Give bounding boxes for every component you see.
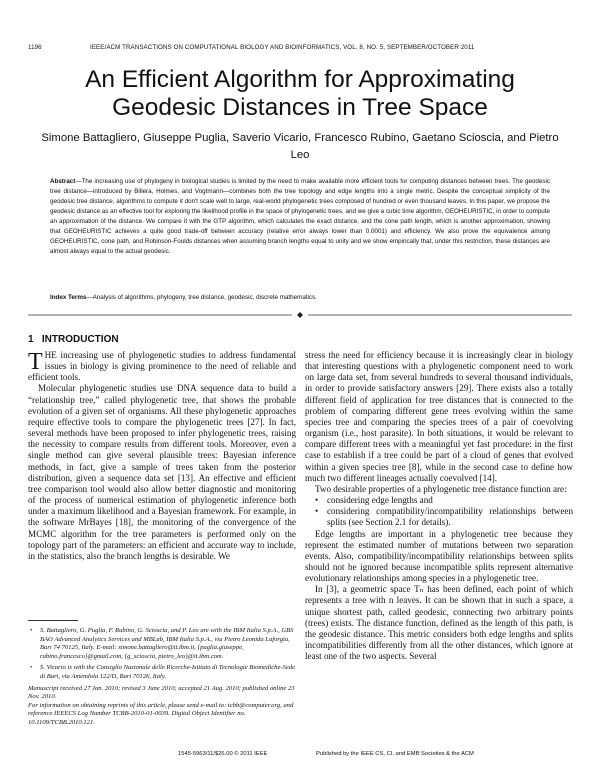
journal-header: IEEE/ACM TRANSACTIONS ON COMPUTATIONAL BIOLOGY AND BIOINFORMATICS, VOL. 8, NO. 5, SEPTEMBER/OCTOBER 2011 [90,44,475,51]
list-item: • considering compatibility/incompatibility relationships between splits (see Section 2.1 for details). [305,506,573,528]
manuscript-dates: Manuscript received 27 Jan. 2010; revised 3 June 2010; accepted 21 Aug. 2010; published online 23 Nov. 2010. [28,684,295,701]
drop-cap: T [28,349,43,375]
section-divider [28,312,572,318]
footnote-divider [28,620,78,621]
property-list [305,495,573,528]
index-terms-label: Index Terms [50,294,87,301]
section-title: INTRODUCTION [41,334,119,345]
footnotes [28,627,296,728]
section-heading [28,334,119,345]
right-paragraph-1: stress the need for efficiency because it is increasingly clear in biology that interesting questions with a phylogenetic component need to work on large data set, from several hundreds to several thousand individuals, in order to provide satisfactory answers [29]. There exists also a totally different field of application for tree distances that is connected to the problem of comparing different gene trees evolving within the same species tree and comparing the species trees of a pair of coevolving organism (i.e., host parasite). In both situations, it would be relevant to compare different trees with a meaningful yet fast procedure: in the first case to establish if a tree could be part of a cloud of genes that evolved within a given species tree [8], while in the second case to define how much two different lineages actually coevolved [14]. [305,350,573,483]
intro-paragraph-1-text: HE increasing use of phylogenetic studies to address fundamental issues in biology is giving prominence to the need of reliable and efficient tools. [28,350,296,383]
list-item: • considering edge lengths and [305,495,573,506]
page-number: 1196 [28,44,42,51]
index-terms-text: —Analysis of algorithms, phylogeny, tree distance, geodesic, discrete mathematics. [86,294,317,301]
index-terms [50,293,550,302]
issn-copyright: 1545-5963/11/$26.00 © 2011 IEEE [178,751,268,757]
abstract-text: —The increasing use of phylogeny in biological studies is limited by the need to make available more efficient tools for computing distances between trees. The geodesic tree distance—introduced by Billera, Holmes, and Vogtmann—combines both the tree topology and edge lengths into a single metric. Despite the conceptual simplicity of the geodesic tree distance, algorithms to compute it don't scale well to large, real-world phylogenetic trees composed of hundred or even thousand leaves. In this paper, we propose the geodesic distance as an effective tool for exploring the likelihood profile in the space of phylogenetic trees, and we give a cubic time algorithm, GEOHEURISTIC, in order to compute an approximation of the distance. We compare it with the GTP algorithm, which calculates the exact distance, and the cone path length, which is another approximation, showing that GEOHEURISTIC achieves a quite good trade-off between accuracy (relative error always lower than 0.0001) and efficiency. We also prove the equivalence among GEOHEURISTIC, cone path, and Robinson-Foulds distances when assuming branch lengths equal to unity and we show empirically that, under this restriction, these distances are almost always equal to the actual geodesic. [50,178,550,255]
intro-paragraph-1 [28,350,296,383]
section-number: 1 [28,334,34,345]
right-column [305,350,573,662]
author-list: Simone Battagliero, Giuseppe Puglia, Saverio Vicario, Francesco Rubino, Gaetano Sciosciа, and Pietro Leo [41,132,559,161]
abstract-label: Abstract [50,178,76,185]
right-paragraph-3: Edge lengths are important in a phylogenetic tree because they represent the estimated number of mutations between two separation events. Also, compatibility/incompatibility relationships between splits should not be ignored because incompatible splits represent alternative evolutionary relationships among species in a phylogenetic tree. [305,528,573,584]
publisher-line: Published by the IEEE CS, CI, and EMB Societies & the ACM [316,751,474,757]
reprint-info: For information on obtaining reprints of this article, please send e-mail to: tcbb@computer.org, and reference IEEECS Log Number TCBB-2010-01-0039. Digital Object Identifier no. 10.1109/TCBB.2010.121. [28,701,294,726]
footnote-affiliation: • S. Battagliero, G. Puglia, F. Rubino, G. Sciosciа, and P. Leo are with the IBM Italia S.p.A., GBS BAO Advanced Analytics Services and MBLab, IBM Italia S.p.A., via Pietro Leonida Laforgia, Bari 74 70125, Italy. E-mail: simone.battagliero@it.ibm.it, {puglia.giuseppe, rubino.francesco}@gmail.com, {g_sciosciа, pietro_leo}@it.ibm.com. [28,627,296,661]
abstract [50,177,550,257]
paper-title: An Efficient Algorithm for Approximating Geodesic Distances in Tree Space [85,66,515,121]
intro-paragraph-2: Molecular phylogenetic studies use DNA sequence data to build a “relationship tree,” called phylogenetic tree, that shows the probable evolution of a given set of organisms. All these phylogenetic approaches require effective tools to compare the phylogenetic trees [27]. In fact, several methods have been proposed to infer phylogenetic trees, raising the necessity to compare results from different tools. Moreover, even a single method can give several plausible trees: Bayesian inference methods, in fact, give a sample of trees taken from the posterior distribution, given a sequence data set [13]. An effective and efficient tree comparison tool would also allow better diagnostic and monitoring of the process of numerical estimation of phylogenetic inference both under a maximum likelihood and a Bayesian framework. For example, in the software MrBayes [18], the monitoring of the convergence of the MCMC algorithm for the tree parameters is performed only on the topology part of the parameters: an efficient and accurate way to include, in the statistics, also the branch lengths is desirable. We [28,383,296,561]
right-paragraph-2: Two desirable properties of a phylogenetic tree distance function are: [315,483,567,494]
left-column [28,350,296,562]
footnote-affiliation: • S. Vicario is with the Consiglio Nazionale delle Ricerche-Istituto di Tecnologie Biomediche-Sede di Bari, via Amendola 122/D, Bari 70126, Italy. [28,664,296,681]
right-paragraph-4: In [3], a geometric space Tₙ has been defined, each point of which represents a tree with n leaves. It can be shown that in such a space, a unique shortest path, called geodesic, connecting two arbitrary points (trees) exists. The distance function, defined as the length of this path, is the geodesic distance. This metric considers both edge lengths and splits incompatibilities differently from all the other distances, which ignore at least one of the two aspects. Several [305,584,573,662]
